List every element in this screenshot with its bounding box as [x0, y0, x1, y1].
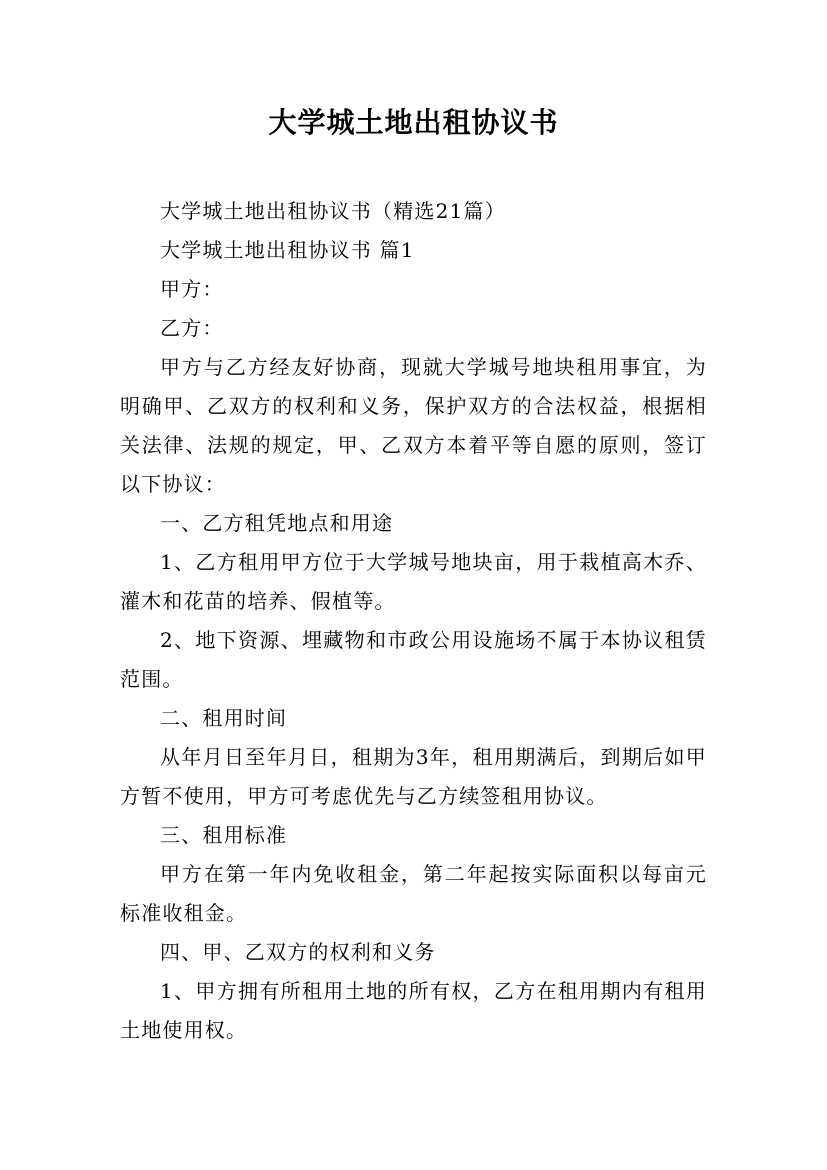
- section-heading-rights-obligations: 四、甲、乙双方的权利和义务: [160, 940, 436, 964]
- paragraph-clause: 1、乙方租用甲方位于大学城号地块亩，用于栽植高木乔、灌木和花苗的培养、假植等。: [120, 550, 707, 613]
- document-title: 大学城土地出租协议书: [268, 106, 559, 139]
- section-heading-location-use: 一、乙方租凭地点和用途: [160, 511, 394, 535]
- paragraph-preamble: 甲方与乙方经友好协商，现就大学城号地块租用事宜，为明确甲、乙双方的权利和义务，保护双方的合法权益，根据相关法律、法规的规定，甲、乙双方本着平等自愿的原则，签订以下协议：: [120, 355, 707, 496]
- paragraph-clause: 1、甲方拥有所租用土地的所有权，乙方在租用期内有租用土地使用权。: [120, 979, 707, 1042]
- paragraph-party-b: 乙方：: [160, 316, 224, 340]
- section-heading-rent-standard: 三、租用标准: [160, 823, 288, 847]
- paragraph-clause: 2、地下资源、埋藏物和市政公用设施场不属于本协议租赁范围。: [120, 628, 707, 691]
- section-heading-lease-term: 二、租用时间: [160, 706, 288, 730]
- paragraph-clause: 从年月日至年月日，租期为3年，租用期满后，到期后如甲方暂不使用，甲方可考虑优先与乙方续签租用协议。: [120, 745, 707, 808]
- document-body: [120, 192, 707, 1050]
- paragraph-collection-heading: 大学城土地出租协议书（精选21篇）: [160, 199, 506, 223]
- paragraph-article-heading: 大学城土地出租协议书 篇1: [160, 238, 415, 262]
- paragraph-clause: 甲方在第一年内免收租金，第二年起按实际面积以每亩元标准收租金。: [120, 862, 707, 925]
- paragraph-party-a: 甲方：: [160, 277, 224, 301]
